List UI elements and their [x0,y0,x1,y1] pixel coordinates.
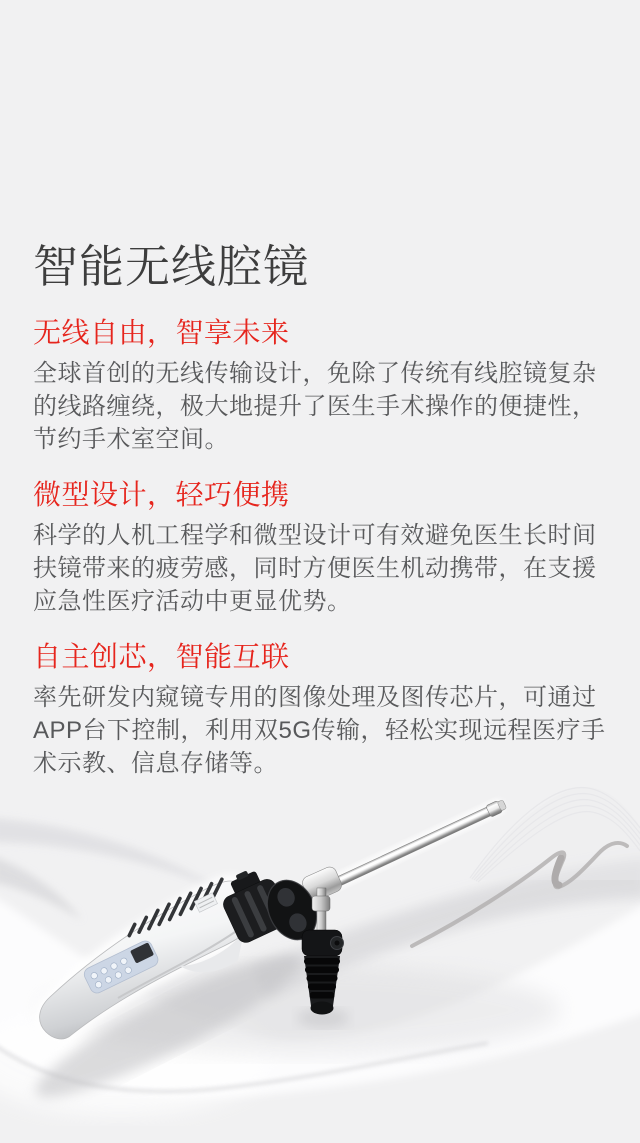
section-body-wireless: 全球首创的无线传输设计，免除了传统有线腔镜复杂的线路缠绕，极大地提升了医生手术操作的便捷性，节约手术室空间。 [33,360,597,453]
page-title: 智能无线腔镜 [33,241,310,292]
endoscope-product-illustration [0,760,640,1138]
section-heading-wireless: 无线自由，智享未来 [33,317,290,348]
section-heading-compact: 微型设计，轻巧便携 [33,479,290,510]
section-heading-chip: 自主创芯，智能互联 [33,641,290,672]
section-body-compact: 科学的人机工程学和微型设计可有效避免医生长时间扶镜带来的疲劳感，同时方便医生机动携带，在支援应急性医疗活动中更显优势。 [33,522,597,615]
section-body-chip: 率先研发内窥镜专用的图像处理及图传芯片，可通过APP台下控制，利用双5G传输，轻松实现远程医疗手术示教、信息存储等。 [33,684,606,777]
product-image [0,760,640,1138]
